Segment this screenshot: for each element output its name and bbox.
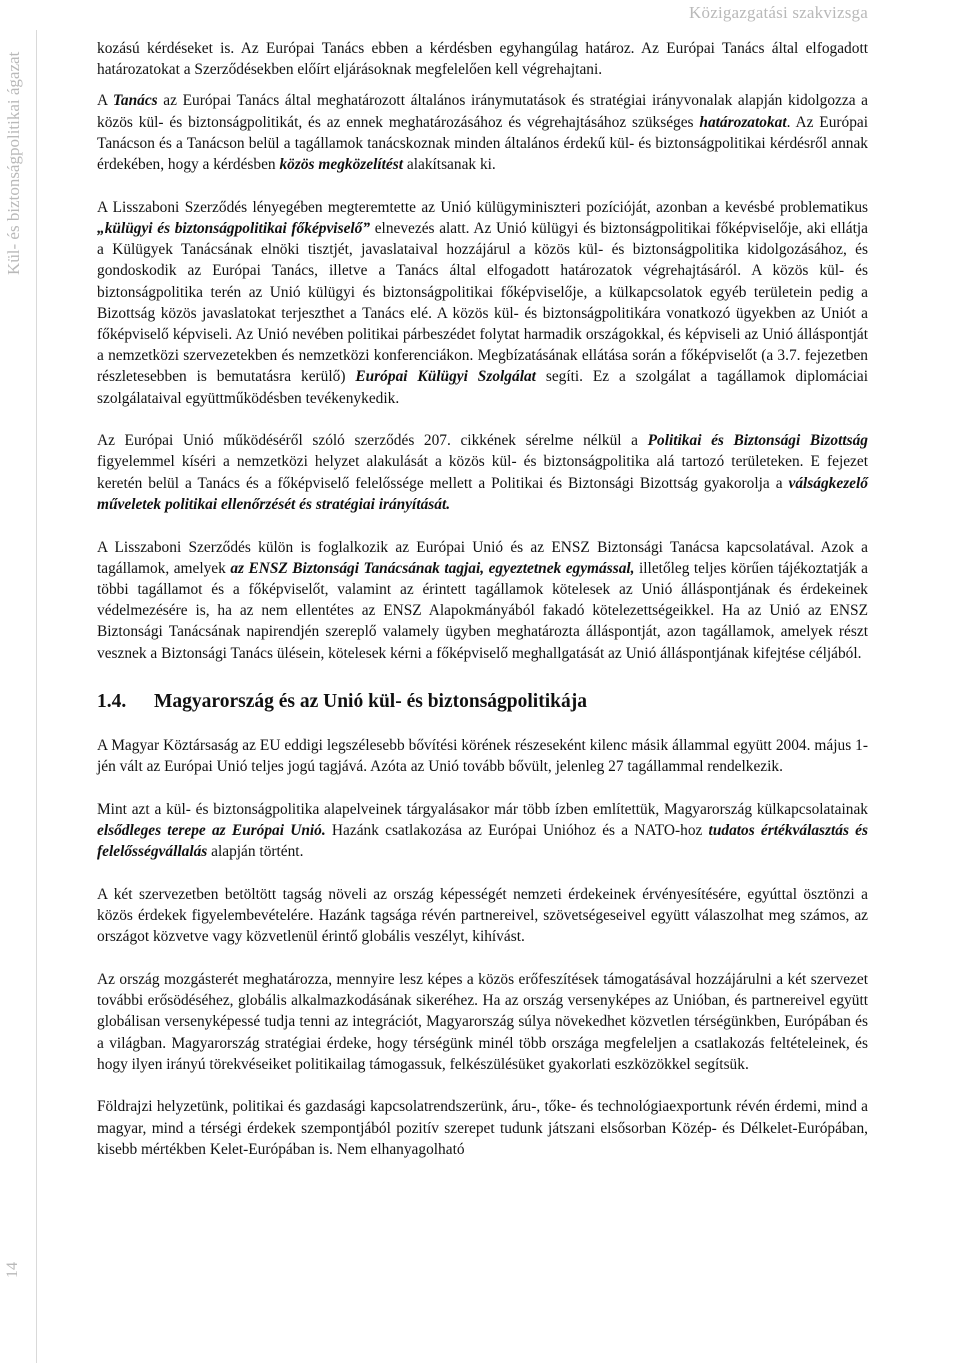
text-run: A Magyar Köztársaság az EU eddigi legszélesebb bővítési körének részeseként kilenc másik állammal együtt 2004. május 1-jén vált az Európai Unió teljes jogú tagjává. Azóta az Unió tovább bővült, jelenleg 27 tagállammal rendelkezik. [97,736,868,775]
text-run: segíti. Ez a szolgálat a tagállamok diplomáciai szolgálataival együttműködésben tevékenykedik. [97,368,868,407]
section-number: 1.4. [97,690,127,712]
text-run: Földrajzi helyzetünk, politikai és gazdasági kapcsolatrendszerünk, áru-, tőke- és technológiaexportunk révén érdemi, mind a magyar, mind a térségi érdekek szempontjából pozitív szerepet tudunk játszani elsősorban Közép- és Délkelet-Európában, kisebb mértékben Kelet-Európában is. Nem elhanyagolható [97,1098,868,1158]
emphasis-text: „külügyi és biztonságpolitikai főképviselő” [97,219,371,237]
paragraph [97,1096,868,1160]
paragraph-group-before-heading [97,38,868,664]
text-run: az Európai Tanács által meghatározott általános iránymutatások és stratégiai irányvonalak alapján kidolgozza a közös kül- és biztonságpolitikát, és az ennek meghatározásához és végrehajtásához szükséges [97,92,868,131]
section-title: Magyarország és az Unió kül- és biztonságpolitikája [154,690,587,712]
text-run: . Az Európai Tanácson és a Tanácson belül a tagállamok tanácskoznak minden általános érdekű kül- és biztonságpolitikai kérdésről annak érdekében, hogy a kérdésben [97,113,869,174]
section-side-label: Kül- és biztonságpolitikai ágazat [4,51,23,275]
emphasis-text: közös megközelítést [279,156,404,174]
text-run: Az Európai Unió működéséről szóló szerződés 207. cikkének sérelme nélkül a [97,432,648,450]
text-run: A [97,92,113,110]
emphasis-text: válságkezelő műveletek politikai ellenőrzését és stratégiai irányítását. [97,474,868,513]
text-run: elnevezés alatt. Az Unió külügyi és biztonságpolitikai főképviselője, aki ellátja a Külügyek Tanácsának elnöki tisztjét, javaslataival hozzájárul a közös kül- és biztonságpolitika kidolgozásához, és gondoskodik az Európai Tanács, illetve a Tanács által elfogadott határozatok végrehajtásáról. A közös kül- és biztonságpolitika terén az Unió külügyi és biztonságpolitikai főképviselője, a külkapcsolatok egyéb területein pedig a Bizottság közös javaslatokat terjeszthet a Tanács elé. A közös kül- és biztonságpolitikára vonatkozó ügyekben az Uniót a főképviselő képviseli. Az Unió nevében politikai párbeszédet folytat harmadik országokkal, és képviseli az Unió álláspontját a nemzetközi szervezetekben és nemzetközi konferenciákon. Megbízatásának ellátása során a főképviselőt (a 3.7. fejezetben részletesebben is bemutatásra kerülő) [97,219,868,386]
text-run: Az ország mozgásterét meghatározza, mennyire lesz képes a közös erőfeszítések támogatásával hozzájárulni a két szervezet további erősödéséhez, globális alkalmazkodásának sikeréhez. Ha az ország versenyképes az Unióban, és partnereivel együtt globálisan versenyképessé tudja tenni az integrációt, Magyarország súlya növekedhet közvetlen térségünkben, Európában és a világban. Magyarország stratégiai érdeke, hogy térségünk minél több országa megfeleljen a csatlakozás feltételeinek, és hogy ilyen irányú törekvéseiket politikailag támogassuk, felkészülésüket gyakorlati eszközökkel segítsük. [97,970,868,1073]
paragraph [97,969,868,1075]
text-run: kozású kérdéseket is. Az Európai Tanács ebben a kérdésben egyhangúlag határoz. Az Európai Tanács által elfogadott határozatokat a Szerződésekben előírt eljárásoknak megfelelően kell végrehajtani. [97,40,868,79]
emphasis-text: elsődleges terepe az Európai Unió. [97,821,326,839]
paragraph [97,197,868,409]
text-run: A két szervezetben betöltött tagság növeli az ország képességét nemzeti érdekeinek érvényesítésére, egyúttal ösztönzi a közös érdekek figyelembevételére. Hazánk tagsága révén partnereivel, szövetségeseivel együtt válaszolhat meg számos, az országot közvetve vagy közvetlenül érintő globális veszélyt, kihívást. [97,885,868,946]
text-run: alakítsanak ki. [403,156,496,174]
paragraph [97,735,868,777]
emphasis-text: Politikai és Biztonsági Bizottság [647,432,869,450]
paragraph [97,799,868,863]
text-run: Mint azt a kül- és biztonságpolitika alapelveinek tárgyalásakor már több ízben említettük, Magyarország külkapcsolatainak [97,800,868,818]
paragraph [97,537,868,664]
text-run: A Lisszaboni Szerződés külön is foglalkozik az Európai Unió és az ENSZ Biztonsági Tanácsa kapcsolatával. Azok a tagállamok, amelyek [97,538,868,577]
paragraph [97,38,868,80]
emphasis-text: tudatos értékválasztás és felelősségvállalás [97,821,869,861]
document-header-title: Közigazgatási szakvizsga [689,3,868,22]
section-heading [97,690,868,714]
document-body [97,38,868,1182]
text-run: Hazánk csatlakozása az Európai Unióhoz és a NATO-hoz [325,821,709,839]
emphasis-text: Tanács [112,92,158,110]
paragraph [97,90,868,175]
emphasis-text: az ENSZ Biztonsági Tanácsának tagjai, egyeztetnek egymással, [230,559,635,577]
paragraph [97,884,868,948]
text-run: alapján történt. [207,843,304,861]
emphasis-text: határozatokat [699,113,787,131]
text-run: A Lisszaboni Szerződés lényegében megteremtette az Unió külügyminiszteri pozícióját, azonban a kevésbé problematikus [97,198,868,216]
text-run: illetőleg teljes körűen tájékoztatják a többi tagállamot és a főképviselőt, valamint az érintett tagállamok kötelesek az Unió álláspontjának és érdekeinek védelmezésére is, ha az nem ellentétes az ENSZ Alapokmányából fakadó kötelezettségeikkel. Ha az Unió az ENSZ Biztonsági Tanácsának napirendjén szereplő valamely ügyben meghatározta álláspontját, azon tagállamok, amelyek részt vesznek a Biztonsági Tanács ülésein, kötelesek kérni a főképviselő meghallgatását az Unió álláspontjának kifejtése céljából. [97,559,868,662]
paragraph [97,430,868,515]
paragraph-group-after-heading [97,735,868,1160]
text-run: figyelemmel kíséri a nemzetközi helyzet alakulását a közös kül- és biztonságpolitika alá tartozó területeken. E fejezet keretén belül a Tanács és a főképviselő felelőssége mellett a Politikai és Biztonsági Bizottság gyakorolja a [97,453,868,492]
page-number: 14 [4,1262,21,1278]
emphasis-text: Európai Külügyi Szolgálat [355,368,536,386]
